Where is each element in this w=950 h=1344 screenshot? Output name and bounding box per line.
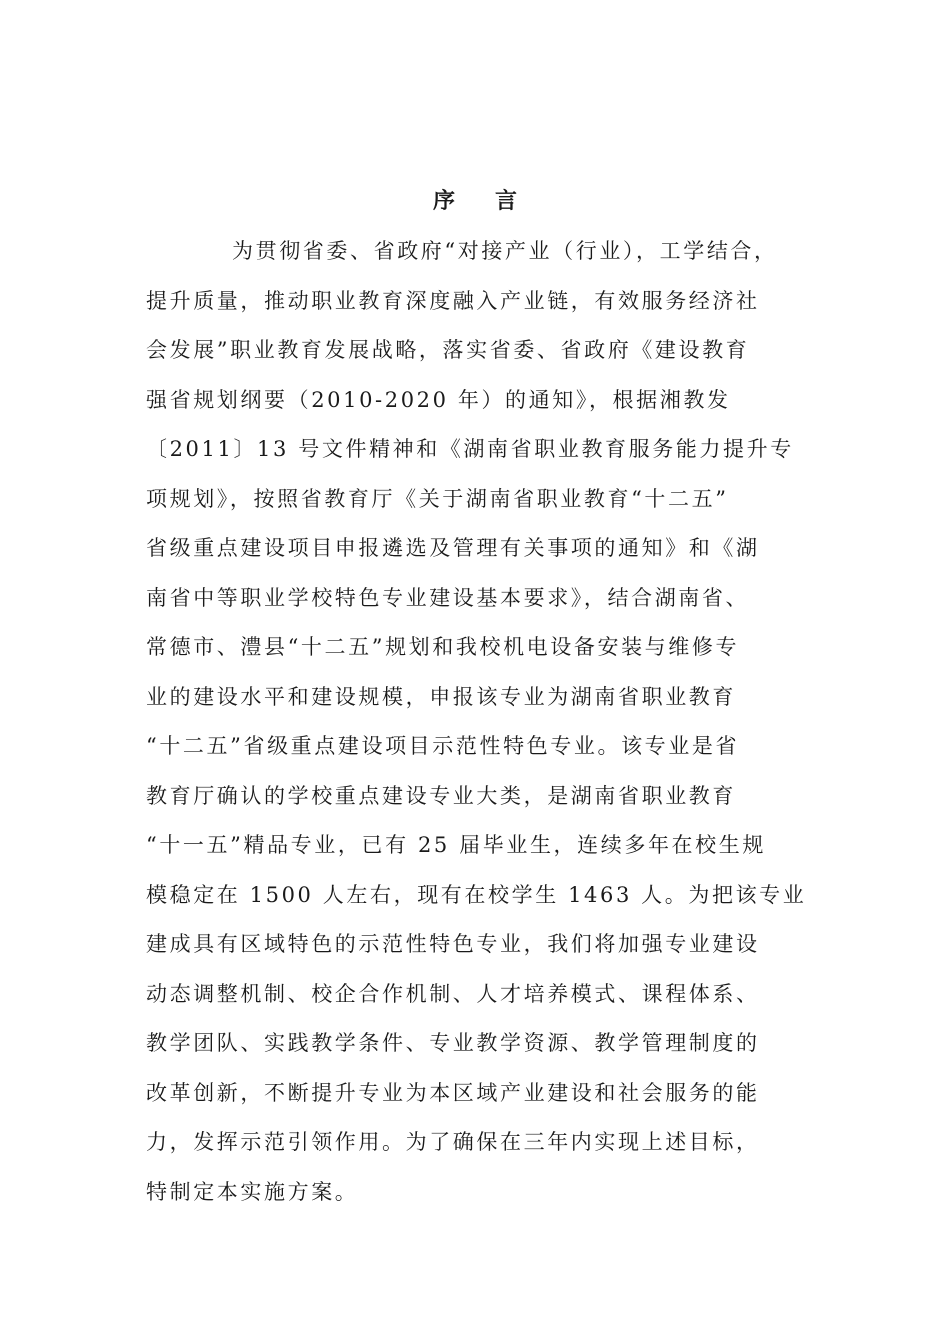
preface-paragraph: [146, 233, 826, 1223]
paragraph-line: 南省中等职业学校特色专业建设基本要求》，结合湖南省、: [146, 585, 750, 610]
paragraph-line: 为贯彻省委、省政府“对接产业（行业），工学结合，: [232, 239, 778, 263]
paragraph-line: 改革创新，不断提升专业为本区域产业建设和社会服务的能: [146, 1080, 760, 1105]
paragraph-line: 特制定本实施方案。: [146, 1179, 359, 1204]
paragraph-line: 模稳定在 1500 人左右，现有在校学生 1463 人。为把该专业: [146, 882, 807, 907]
paragraph-line: 力，发挥示范引领作用。为了确保在三年内实现上述目标，: [146, 1130, 760, 1154]
paragraph-line: 常德市、澧县“十二五”规划和我校机电设备安装与维修专: [146, 635, 740, 659]
paragraph-line: “十一五”精品专业，已有 25 届毕业生，连续多年在校生规: [146, 833, 766, 857]
paragraph-line: 建成具有区域特色的示范性特色专业，我们将加强专业建设: [146, 932, 760, 956]
paragraph-line: 教学团队、实践教学条件、专业教学资源、教学管理制度的: [146, 1031, 760, 1055]
paragraph-line: 教育厅确认的学校重点建设专业大类，是湖南省职业教育: [146, 783, 736, 808]
paragraph-line: 省级重点建设项目申报遴选及管理有关事项的通知》和《湖: [146, 536, 760, 560]
paragraph-line: 强省规划纲要（2010-2020 年）的通知》，根据湘教发: [146, 387, 731, 412]
paragraph-line: 项规划》，按照省教育厅《关于湖南省职业教育“十二五”: [146, 486, 729, 511]
paragraph-line: 业的建设水平和建设规模，申报该专业为湖南省职业教育: [146, 684, 736, 709]
document-title: 序言: [432, 188, 557, 214]
paragraph-line: 提升质量，推动职业教育深度融入产业链，有效服务经济社: [146, 288, 760, 313]
paragraph-line: 会发展”职业教育发展战略，落实省委、省政府《建设教育: [146, 338, 750, 362]
paragraph-line: “十二五”省级重点建设项目示范性特色专业。该专业是省: [146, 734, 740, 758]
paragraph-line: 〔2011〕13 号文件精神和《湖南省职业教育服务能力提升专: [146, 437, 794, 461]
paragraph-line: 动态调整机制、校企合作机制、人才培养模式、课程体系、: [146, 981, 760, 1006]
